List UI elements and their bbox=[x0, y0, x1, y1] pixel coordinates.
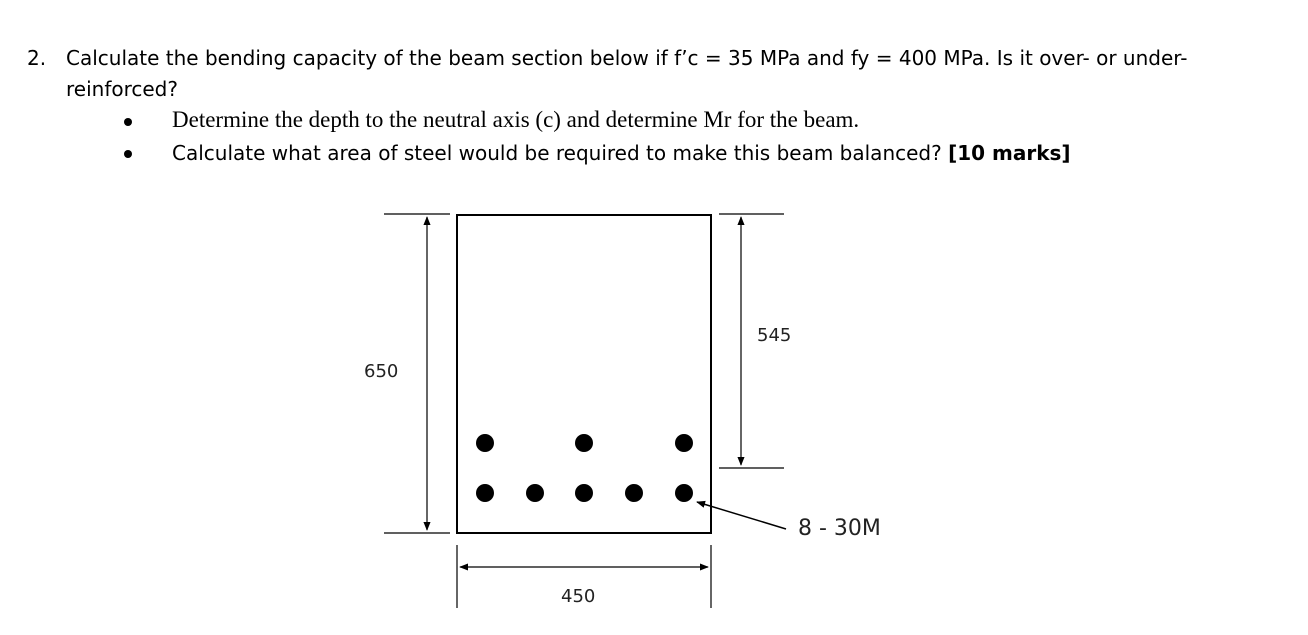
rebar-dot-icon bbox=[625, 484, 643, 502]
question-text-line-2: reinforced? bbox=[66, 77, 178, 101]
question-text-line-1: Calculate the bending capacity of the beam section below if f’c = 35 MPa and fy = 400 MPa. Is it over- or under- bbox=[66, 46, 1188, 70]
rebar-dot-icon bbox=[476, 434, 494, 452]
rebar-dot-icon bbox=[575, 434, 593, 452]
bullet-text: Calculate what area of steel would be required to make this beam balanced? bbox=[172, 141, 942, 165]
rebar-dot-icon bbox=[476, 484, 494, 502]
rebar-callout-label: 8 - 30M bbox=[798, 516, 881, 541]
rebar-dot-icon bbox=[675, 434, 693, 452]
question-number: 2. bbox=[27, 46, 47, 70]
marks-label: [10 marks] bbox=[948, 141, 1071, 165]
rebar-dot-icon bbox=[575, 484, 593, 502]
rebar-dot-icon bbox=[526, 484, 544, 502]
height-label: 650 bbox=[364, 361, 399, 382]
rebar-dot-icon bbox=[675, 484, 693, 502]
bullet-item-neutral-axis: Determine the depth to the neutral axis (c) and determine Mr for the beam. bbox=[172, 107, 860, 132]
depth-label: 545 bbox=[757, 325, 792, 346]
width-label: 450 bbox=[561, 586, 596, 607]
